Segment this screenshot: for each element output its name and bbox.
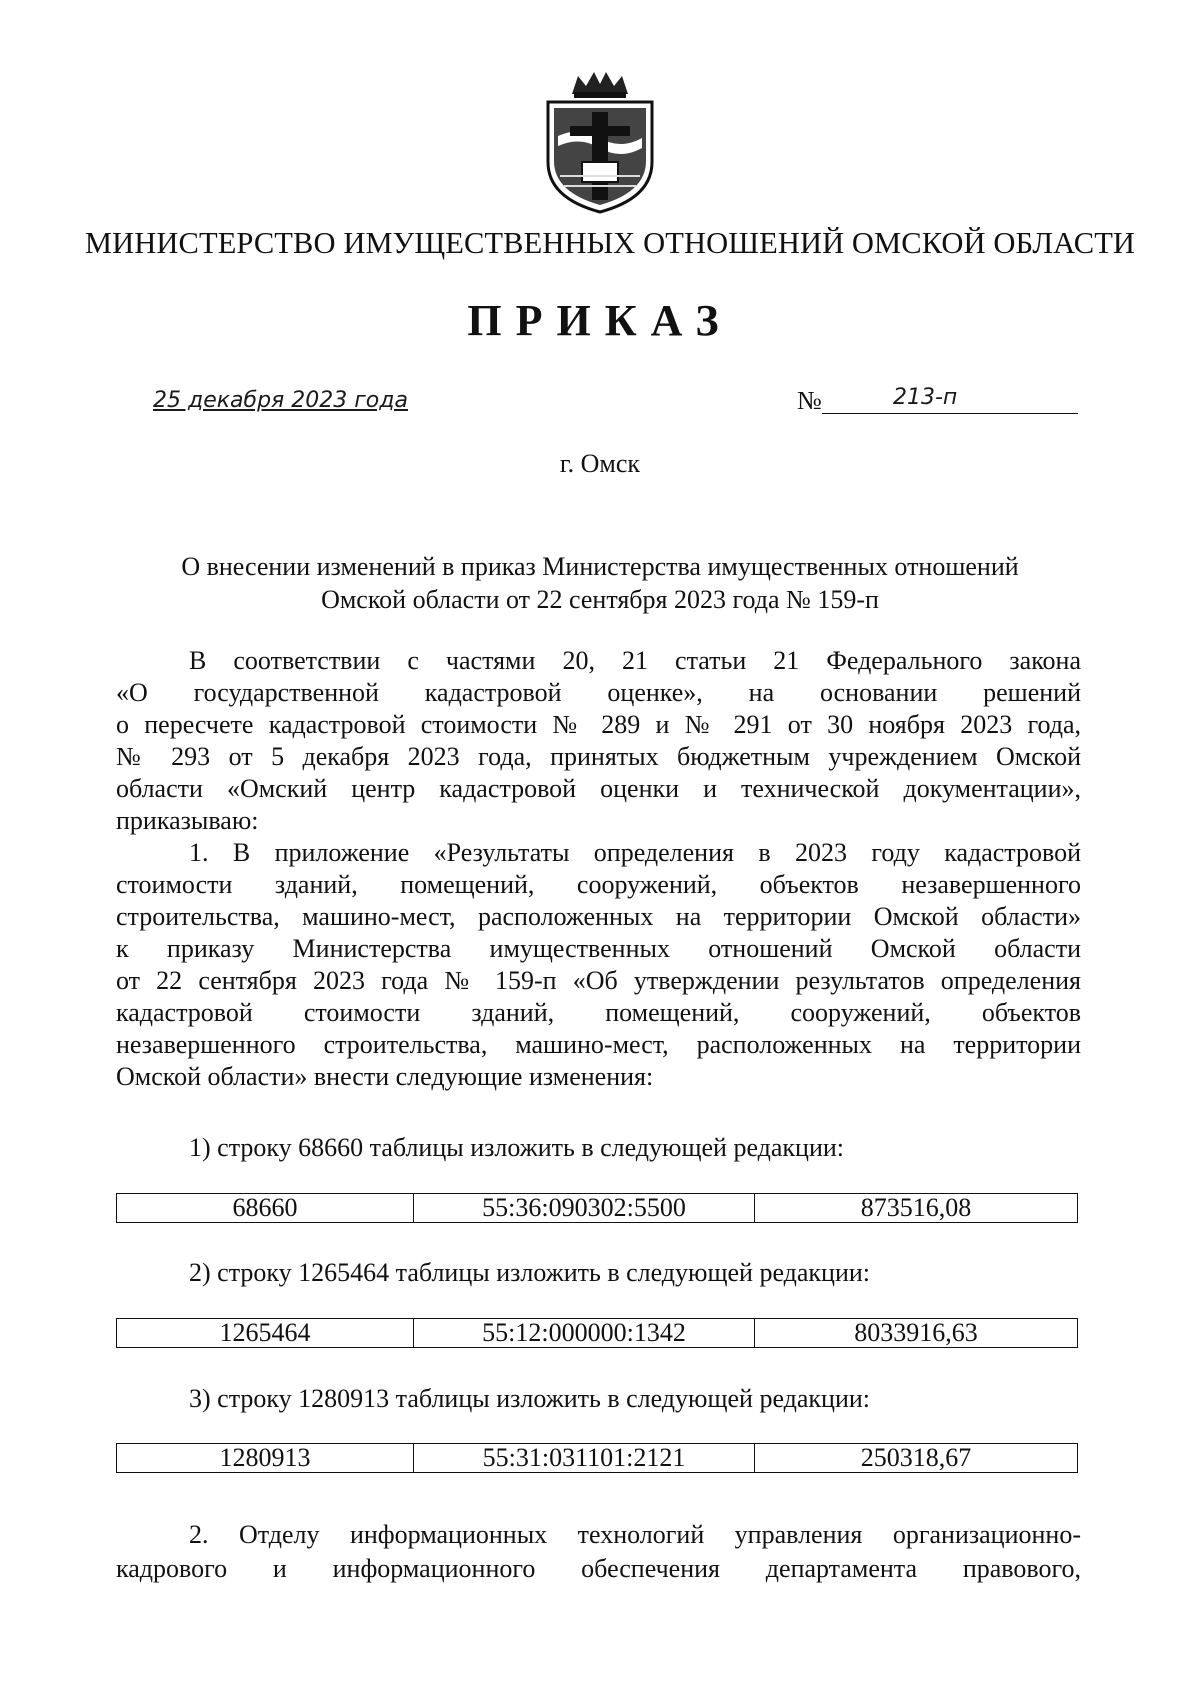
body-line: № 293 от 5 декабря 2023 года, принятых бюджетным учреждением Омской	[116, 742, 1081, 771]
body-line: кадастровой стоимости зданий, помещений, сооружений, объектов	[116, 998, 1081, 1027]
subject-line: О внесении изменений в приказ Министерства имущественных отношений	[181, 552, 1019, 581]
body-line: о пересчете кадастровой стоимости № 289 и № 291 от 30 ноября 2023 года,	[116, 710, 1081, 739]
cadastral-number: 55:12:000000:1342	[414, 1319, 755, 1348]
row-number: 68660	[117, 1194, 414, 1223]
table-row	[117, 1319, 1078, 1348]
body-line: строительства, машино-мест, расположенных на территории Омской области»	[116, 902, 1081, 931]
body-line: 2. Отделу информационных технологий управления организационно-	[189, 1520, 1081, 1549]
body-line: области «Омский центр кадастровой оценки и технической документации»,	[116, 774, 1081, 803]
body-line: незавершенного строительства, машино-мест, расположенных на территории	[116, 1030, 1081, 1059]
body-line: приказываю:	[116, 806, 259, 835]
order-number-label: №	[797, 386, 822, 415]
cadastral-number: 55:36:090302:5500	[414, 1194, 755, 1223]
body-line: к приказу Министерства имущественных отношений Омской области	[116, 934, 1081, 963]
order-date: 25 декабря 2023 года	[153, 388, 408, 413]
cadastral-value: 8033916,63	[755, 1319, 1078, 1348]
order-body-intro	[116, 645, 1081, 1093]
subject-line: Омской области от 22 сентября 2023 года № 159-п	[321, 585, 879, 614]
body-line: 1. В приложение «Результаты определения в 2023 году кадастровой	[189, 838, 1081, 867]
amendment-item-2: 2) строку 1265464 таблицы изложить в следующей редакции:	[189, 1258, 871, 1287]
cadastral-value: 873516,08	[755, 1194, 1078, 1223]
amendment-table-3	[116, 1443, 1078, 1473]
body-line: «О государственной кадастровой оценке», на основании решений	[116, 678, 1081, 707]
body-line: стоимости зданий, помещений, сооружений, объектов незавершенного	[116, 870, 1081, 899]
amendment-item-1: 1) строку 68660 таблицы изложить в следующей редакции:	[189, 1133, 845, 1162]
cadastral-value: 250318,67	[755, 1444, 1078, 1473]
document-title: ПРИКАЗ	[467, 296, 733, 345]
body-line: Омской области» внести следующие изменения:	[116, 1062, 654, 1091]
cadastral-number: 55:31:031101:2121	[414, 1444, 755, 1473]
row-number: 1265464	[117, 1319, 414, 1348]
table-row	[117, 1194, 1078, 1223]
amendment-item-3: 3) строку 1280913 таблицы изложить в следующей редакции:	[189, 1384, 871, 1413]
order-number-line	[822, 413, 1078, 414]
order-number: 213-п	[893, 385, 958, 410]
omsk-coat-of-arms-icon	[530, 66, 670, 216]
order-subject	[100, 550, 1100, 616]
body-line: В соответствии с частями 20, 21 статьи 21 Федерального закона	[189, 646, 1081, 675]
city: г. Омск	[559, 449, 641, 478]
amendment-table-2	[116, 1318, 1078, 1348]
table-row	[117, 1444, 1078, 1473]
body-line: от 22 сентября 2023 года № 159-п «Об утверждении результатов определения	[116, 966, 1081, 995]
body-line: кадрового и информационного обеспечения департамента правового,	[116, 1554, 1081, 1583]
row-number: 1280913	[117, 1444, 414, 1473]
amendment-table-1	[116, 1193, 1078, 1223]
ministry-name: МИНИСТЕРСТВО ИМУЩЕСТВЕННЫХ ОТНОШЕНИЙ ОМСКОЙ ОБЛАСТИ	[84, 226, 1136, 260]
